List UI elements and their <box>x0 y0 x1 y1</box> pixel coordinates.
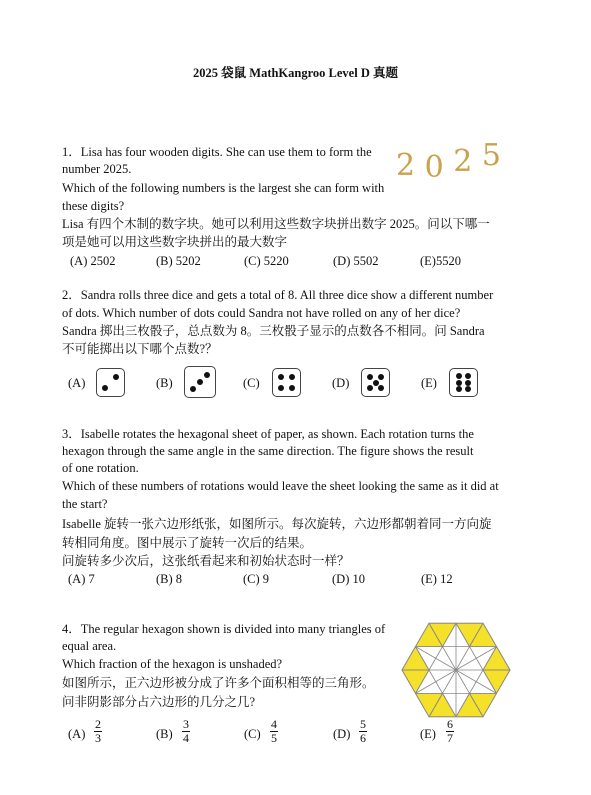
q3-option-b[interactable]: (B) 8 <box>156 572 183 586</box>
q3-text-line: 问旋转多少次后，这张纸看起来和初始状态时一样？ <box>62 554 350 568</box>
die-pip <box>102 385 108 391</box>
q2-option-e[interactable]: (E) <box>421 376 437 390</box>
die-pip <box>465 380 471 386</box>
q1-text-line: number 2025. <box>62 162 132 176</box>
q1-text-line: Which of the following numbers is the largest she can form with <box>62 181 385 195</box>
q2-text-line: 不可能掷出以下哪个点数?？ <box>62 342 218 356</box>
fraction-denominator: 6 <box>360 731 366 745</box>
die-face-4 <box>272 368 301 397</box>
die-pip <box>465 386 471 392</box>
q4-option-fraction <box>182 718 190 745</box>
q3-text-line: Which of these numbers of rotations would leave the sheet looking the same as it did at <box>62 479 499 493</box>
fraction-denominator: 7 <box>447 731 453 745</box>
die-face-5 <box>361 368 390 397</box>
q3-option-a[interactable]: (A) 7 <box>68 572 95 586</box>
fraction-numerator: 2 <box>95 717 101 731</box>
q3-text-line: Isabelle 旋转一张六边形纸张，如图所示。每次旋转，六边形都朝着同一方向旋 <box>62 517 492 531</box>
q2-option-a[interactable]: (A) <box>68 376 86 390</box>
q2-option-d[interactable]: (D) <box>332 376 350 390</box>
q1-option-b[interactable]: (B) 5202 <box>156 254 201 268</box>
q4-text-line: Which fraction of the hexagon is unshaded? <box>62 657 283 671</box>
q1-option-e[interactable]: (E)5520 <box>420 254 461 268</box>
q4-option-e[interactable]: (E) <box>420 727 436 741</box>
deco-digit: 5 <box>481 138 502 173</box>
die-pip <box>197 379 203 385</box>
fraction-numerator: 4 <box>271 717 277 731</box>
q4-option-c[interactable]: (C) <box>244 727 261 741</box>
q4-text-line: 问非阴影部分占六边形的几分之几? <box>62 695 256 709</box>
die-pip <box>367 385 373 391</box>
die-face-6 <box>449 368 478 397</box>
die-pip <box>456 380 462 386</box>
shaded-hexagon-figure <box>397 614 515 726</box>
q1-option-d[interactable]: (D) 5502 <box>333 254 379 268</box>
die-pip <box>456 386 462 392</box>
q2-text-line: 2．Sandra rolls three dice and gets a total of 8. All three dice show a different number <box>62 288 494 302</box>
die-pip <box>373 380 379 386</box>
die-pip <box>278 374 284 380</box>
q3-text-line: the start? <box>62 497 108 511</box>
die-pip <box>204 372 210 378</box>
fraction-numerator: 5 <box>360 717 366 731</box>
q4-option-fraction <box>270 718 278 745</box>
q4-option-fraction <box>359 718 367 745</box>
fraction-denominator: 5 <box>271 731 277 745</box>
fraction-numerator: 3 <box>183 717 189 731</box>
deco-digit: 2 <box>453 144 473 179</box>
die-pip <box>456 373 462 379</box>
q2-option-c[interactable]: (C) <box>243 376 260 390</box>
q3-text-line: 3．Isabelle rotates the hexagonal sheet of paper, as shown. Each rotation turns the <box>62 427 474 441</box>
q3-text-line: of one rotation. <box>62 461 139 475</box>
die-pip <box>378 385 384 391</box>
q3-text-line: hexagon through the same angle in the same direction. The figure shows the result <box>62 444 474 458</box>
q2-text-line: Sandra 掷出三枚骰子，总点数为 8。三枚骰子显示的点数各不相同。问 Sandra <box>62 324 485 338</box>
q2-option-b[interactable]: (B) <box>156 376 173 390</box>
q4-option-a[interactable]: (A) <box>68 727 86 741</box>
die-pip <box>465 373 471 379</box>
q4-option-fraction <box>446 718 454 745</box>
q1-text-line: 1．Lisa has four wooden digits. She can use them to form the <box>62 145 372 159</box>
deco-digit: 2 <box>396 148 416 183</box>
q4-text-line: 4．The regular hexagon shown is divided into many triangles of <box>62 622 386 636</box>
q1-text-line: Lisa 有四个木制的数字块。她可以利用这些数字块拼出数字 2025。问以下哪一 <box>62 217 490 231</box>
q4-option-b[interactable]: (B) <box>156 727 173 741</box>
page-title: 2025 袋鼠 MathKangroo Level D 真题 <box>193 66 398 80</box>
q1-text-line: 项是她可以用这些数字块拼出的最大数字 <box>62 235 288 249</box>
die-face-3 <box>184 366 216 398</box>
q4-option-d[interactable]: (D) <box>333 727 351 741</box>
q4-text-line: 如图所示，正六边形被分成了许多个面积相等的三角形。 <box>62 676 375 690</box>
die-pip <box>378 374 384 380</box>
q1-option-a[interactable]: (A) 2502 <box>70 254 116 268</box>
die-pip <box>367 374 373 380</box>
q4-text-line: equal area. <box>62 639 117 653</box>
fraction-numerator: 6 <box>447 717 453 731</box>
q2-text-line: of dots. Which number of dots could Sandra not have rolled on any of her dice? <box>62 306 461 320</box>
fraction-denominator: 4 <box>183 731 189 745</box>
q3-option-c[interactable]: (C) 9 <box>243 572 270 586</box>
year-2025-decoration <box>396 138 502 185</box>
die-pip <box>289 374 295 380</box>
q1-text-line: these digits? <box>62 199 125 213</box>
q3-text-line: 转相同角度。图中展示了旋转一次后的结果。 <box>62 536 313 550</box>
q3-option-d[interactable]: (D) 10 <box>332 572 365 586</box>
q3-option-e[interactable]: (E) 12 <box>421 572 453 586</box>
q4-option-fraction <box>94 718 102 745</box>
q1-option-c[interactable]: (C) 5220 <box>244 254 289 268</box>
die-pip <box>190 386 196 392</box>
die-pip <box>289 385 295 391</box>
die-pip <box>278 385 284 391</box>
die-pip <box>113 374 119 380</box>
die-face-2 <box>96 368 125 397</box>
fraction-denominator: 3 <box>95 731 101 745</box>
deco-digit: 0 <box>424 150 444 185</box>
